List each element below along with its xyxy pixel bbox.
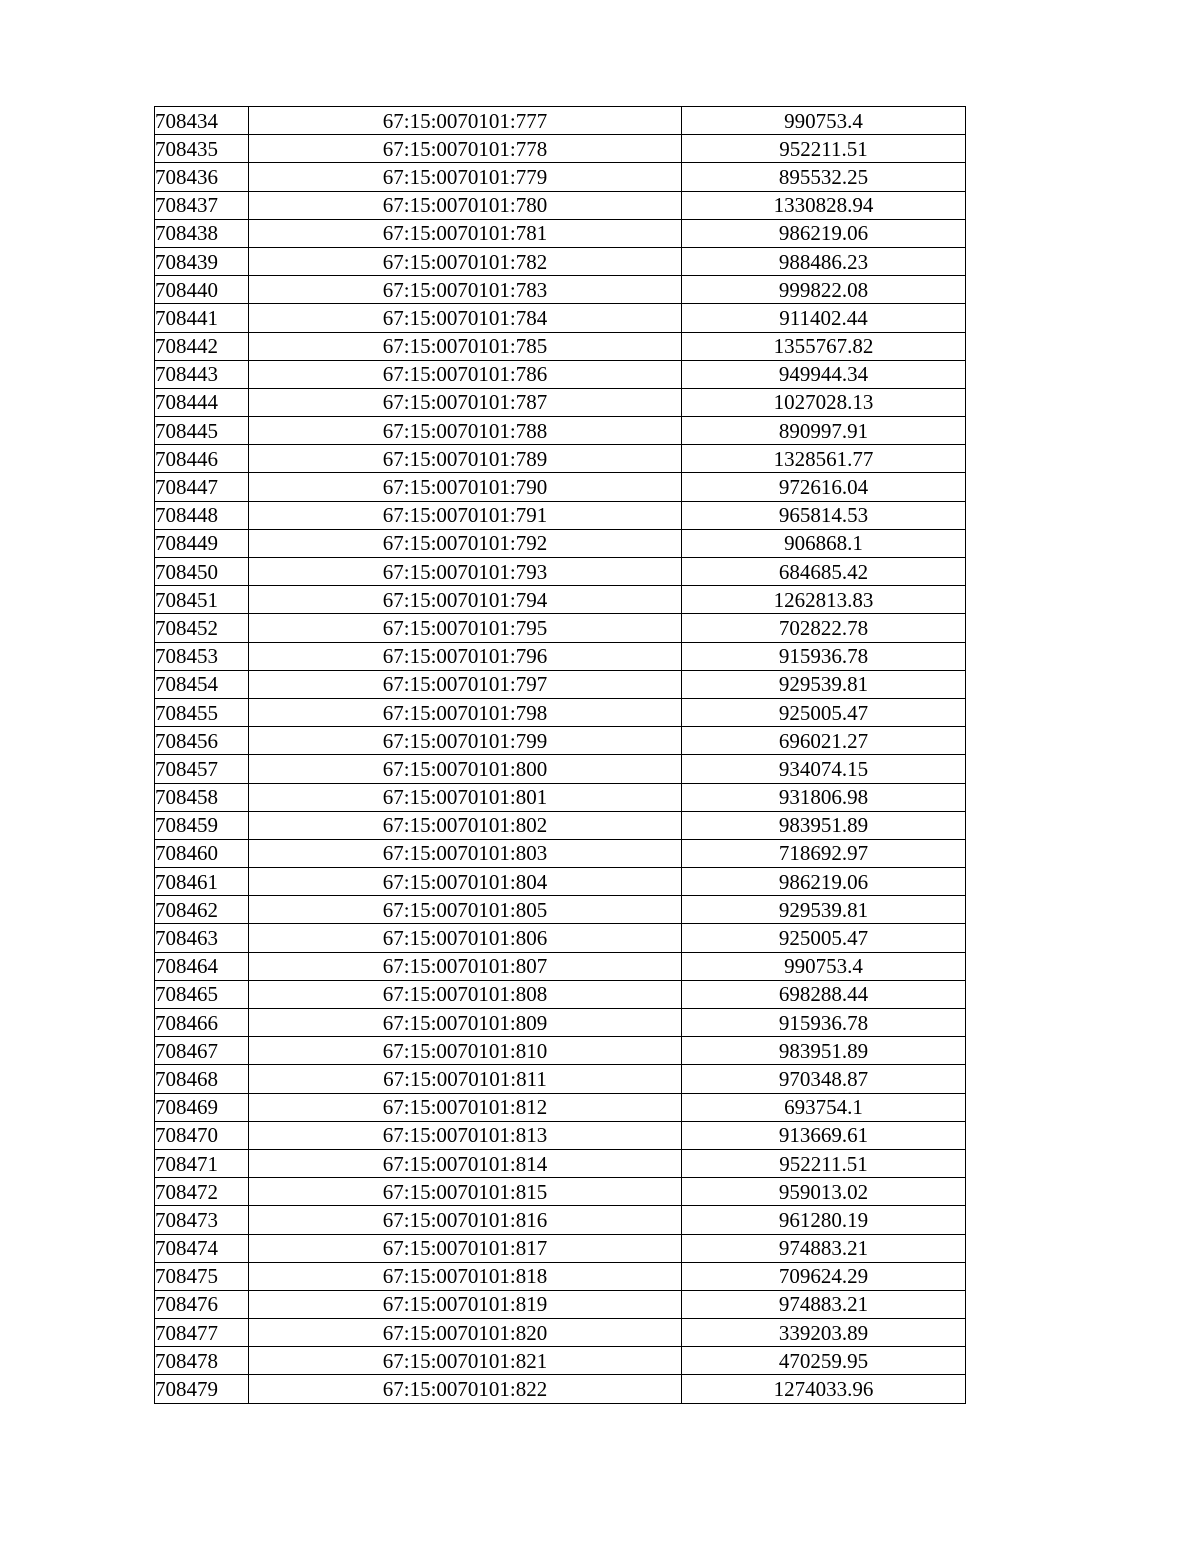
row-number-cell: 708458 bbox=[155, 783, 249, 811]
table-row bbox=[155, 417, 966, 445]
value-cell: 961280.19 bbox=[682, 1206, 966, 1234]
cadastral-number-cell: 67:15:0070101:822 bbox=[249, 1375, 682, 1403]
value-cell: 895532.25 bbox=[682, 163, 966, 191]
table-row bbox=[155, 1149, 966, 1177]
table-row bbox=[155, 586, 966, 614]
cadastral-number-cell: 67:15:0070101:784 bbox=[249, 304, 682, 332]
value-cell: 974883.21 bbox=[682, 1234, 966, 1262]
table-row bbox=[155, 698, 966, 726]
table-row bbox=[155, 642, 966, 670]
row-number-cell: 708462 bbox=[155, 896, 249, 924]
value-cell: 913669.61 bbox=[682, 1121, 966, 1149]
table-row bbox=[155, 191, 966, 219]
value-cell: 1027028.13 bbox=[682, 388, 966, 416]
row-number-cell: 708436 bbox=[155, 163, 249, 191]
cadastral-number-cell: 67:15:0070101:779 bbox=[249, 163, 682, 191]
table-row bbox=[155, 1065, 966, 1093]
cadastral-number-cell: 67:15:0070101:814 bbox=[249, 1149, 682, 1177]
row-number-cell: 708474 bbox=[155, 1234, 249, 1262]
row-number-cell: 708470 bbox=[155, 1121, 249, 1149]
table-row bbox=[155, 332, 966, 360]
value-cell: 965814.53 bbox=[682, 501, 966, 529]
value-cell: 986219.06 bbox=[682, 868, 966, 896]
row-number-cell: 708467 bbox=[155, 1037, 249, 1065]
value-cell: 696021.27 bbox=[682, 727, 966, 755]
value-cell: 339203.89 bbox=[682, 1319, 966, 1347]
row-number-cell: 708454 bbox=[155, 670, 249, 698]
value-cell: 931806.98 bbox=[682, 783, 966, 811]
table-row bbox=[155, 1262, 966, 1290]
value-cell: 999822.08 bbox=[682, 276, 966, 304]
value-cell: 959013.02 bbox=[682, 1178, 966, 1206]
value-cell: 1355767.82 bbox=[682, 332, 966, 360]
row-number-cell: 708476 bbox=[155, 1290, 249, 1318]
cadastral-number-cell: 67:15:0070101:780 bbox=[249, 191, 682, 219]
value-cell: 911402.44 bbox=[682, 304, 966, 332]
value-cell: 929539.81 bbox=[682, 896, 966, 924]
table-row bbox=[155, 360, 966, 388]
cadastral-number-cell: 67:15:0070101:783 bbox=[249, 276, 682, 304]
value-cell: 1274033.96 bbox=[682, 1375, 966, 1403]
table-row bbox=[155, 135, 966, 163]
value-cell: 988486.23 bbox=[682, 247, 966, 275]
cadastral-number-cell: 67:15:0070101:808 bbox=[249, 980, 682, 1008]
value-cell: 972616.04 bbox=[682, 473, 966, 501]
cadastral-number-cell: 67:15:0070101:802 bbox=[249, 811, 682, 839]
row-number-cell: 708450 bbox=[155, 558, 249, 586]
row-number-cell: 708463 bbox=[155, 924, 249, 952]
table-row bbox=[155, 755, 966, 783]
value-cell: 986219.06 bbox=[682, 219, 966, 247]
table-row bbox=[155, 1178, 966, 1206]
value-cell: 693754.1 bbox=[682, 1093, 966, 1121]
value-cell: 929539.81 bbox=[682, 670, 966, 698]
table-row bbox=[155, 1375, 966, 1403]
cadastral-number-cell: 67:15:0070101:820 bbox=[249, 1319, 682, 1347]
cadastral-number-cell: 67:15:0070101:781 bbox=[249, 219, 682, 247]
row-number-cell: 708449 bbox=[155, 529, 249, 557]
table-row bbox=[155, 107, 966, 135]
cadastral-number-cell: 67:15:0070101:799 bbox=[249, 727, 682, 755]
cadastral-number-cell: 67:15:0070101:818 bbox=[249, 1262, 682, 1290]
value-cell: 952211.51 bbox=[682, 135, 966, 163]
row-number-cell: 708435 bbox=[155, 135, 249, 163]
row-number-cell: 708477 bbox=[155, 1319, 249, 1347]
value-cell: 915936.78 bbox=[682, 1009, 966, 1037]
table-row bbox=[155, 924, 966, 952]
row-number-cell: 708452 bbox=[155, 614, 249, 642]
table-row bbox=[155, 952, 966, 980]
row-number-cell: 708471 bbox=[155, 1149, 249, 1177]
cadastral-number-cell: 67:15:0070101:795 bbox=[249, 614, 682, 642]
value-cell: 970348.87 bbox=[682, 1065, 966, 1093]
row-number-cell: 708469 bbox=[155, 1093, 249, 1121]
table-row bbox=[155, 614, 966, 642]
table-row bbox=[155, 1121, 966, 1149]
table-row bbox=[155, 1009, 966, 1037]
cadastral-number-cell: 67:15:0070101:810 bbox=[249, 1037, 682, 1065]
cadastral-number-cell: 67:15:0070101:796 bbox=[249, 642, 682, 670]
table-row bbox=[155, 783, 966, 811]
row-number-cell: 708434 bbox=[155, 107, 249, 135]
row-number-cell: 708451 bbox=[155, 586, 249, 614]
cadastral-number-cell: 67:15:0070101:809 bbox=[249, 1009, 682, 1037]
cadastral-number-cell: 67:15:0070101:812 bbox=[249, 1093, 682, 1121]
value-cell: 698288.44 bbox=[682, 980, 966, 1008]
cadastral-number-cell: 67:15:0070101:785 bbox=[249, 332, 682, 360]
cadastral-number-cell: 67:15:0070101:816 bbox=[249, 1206, 682, 1234]
cadastral-number-cell: 67:15:0070101:792 bbox=[249, 529, 682, 557]
table-row bbox=[155, 473, 966, 501]
value-cell: 974883.21 bbox=[682, 1290, 966, 1318]
row-number-cell: 708455 bbox=[155, 698, 249, 726]
cadastral-number-cell: 67:15:0070101:800 bbox=[249, 755, 682, 783]
table-row bbox=[155, 388, 966, 416]
row-number-cell: 708441 bbox=[155, 304, 249, 332]
table-row bbox=[155, 1093, 966, 1121]
value-cell: 990753.4 bbox=[682, 952, 966, 980]
value-cell: 718692.97 bbox=[682, 839, 966, 867]
value-cell: 1328561.77 bbox=[682, 445, 966, 473]
value-cell: 925005.47 bbox=[682, 924, 966, 952]
table-row bbox=[155, 896, 966, 924]
row-number-cell: 708456 bbox=[155, 727, 249, 755]
cadastral-number-cell: 67:15:0070101:811 bbox=[249, 1065, 682, 1093]
value-cell: 983951.89 bbox=[682, 1037, 966, 1065]
value-cell: 702822.78 bbox=[682, 614, 966, 642]
row-number-cell: 708445 bbox=[155, 417, 249, 445]
cadastral-number-cell: 67:15:0070101:793 bbox=[249, 558, 682, 586]
value-cell: 906868.1 bbox=[682, 529, 966, 557]
cadastral-number-cell: 67:15:0070101:791 bbox=[249, 501, 682, 529]
row-number-cell: 708440 bbox=[155, 276, 249, 304]
value-cell: 949944.34 bbox=[682, 360, 966, 388]
cadastral-number-cell: 67:15:0070101:777 bbox=[249, 107, 682, 135]
cadastral-number-cell: 67:15:0070101:794 bbox=[249, 586, 682, 614]
row-number-cell: 708453 bbox=[155, 642, 249, 670]
row-number-cell: 708457 bbox=[155, 755, 249, 783]
row-number-cell: 708464 bbox=[155, 952, 249, 980]
value-cell: 934074.15 bbox=[682, 755, 966, 783]
cadastral-number-cell: 67:15:0070101:817 bbox=[249, 1234, 682, 1262]
row-number-cell: 708439 bbox=[155, 247, 249, 275]
cadastral-number-cell: 67:15:0070101:806 bbox=[249, 924, 682, 952]
cadastral-number-cell: 67:15:0070101:782 bbox=[249, 247, 682, 275]
value-cell: 470259.95 bbox=[682, 1347, 966, 1375]
cadastral-number-cell: 67:15:0070101:789 bbox=[249, 445, 682, 473]
row-number-cell: 708437 bbox=[155, 191, 249, 219]
cadastral-number-cell: 67:15:0070101:805 bbox=[249, 896, 682, 924]
row-number-cell: 708479 bbox=[155, 1375, 249, 1403]
table-row bbox=[155, 247, 966, 275]
table-row bbox=[155, 868, 966, 896]
row-number-cell: 708443 bbox=[155, 360, 249, 388]
table-row bbox=[155, 839, 966, 867]
row-number-cell: 708460 bbox=[155, 839, 249, 867]
cadastral-number-cell: 67:15:0070101:801 bbox=[249, 783, 682, 811]
row-number-cell: 708478 bbox=[155, 1347, 249, 1375]
row-number-cell: 708472 bbox=[155, 1178, 249, 1206]
table-row bbox=[155, 1290, 966, 1318]
value-cell: 925005.47 bbox=[682, 698, 966, 726]
table-row bbox=[155, 276, 966, 304]
cadastral-number-cell: 67:15:0070101:787 bbox=[249, 388, 682, 416]
row-number-cell: 708465 bbox=[155, 980, 249, 1008]
row-number-cell: 708468 bbox=[155, 1065, 249, 1093]
table-row bbox=[155, 163, 966, 191]
value-cell: 890997.91 bbox=[682, 417, 966, 445]
cadastral-number-cell: 67:15:0070101:788 bbox=[249, 417, 682, 445]
table-row bbox=[155, 1347, 966, 1375]
row-number-cell: 708447 bbox=[155, 473, 249, 501]
table-row bbox=[155, 1037, 966, 1065]
cadastral-number-cell: 67:15:0070101:803 bbox=[249, 839, 682, 867]
value-cell: 952211.51 bbox=[682, 1149, 966, 1177]
table-row bbox=[155, 811, 966, 839]
row-number-cell: 708446 bbox=[155, 445, 249, 473]
cadastral-number-cell: 67:15:0070101:807 bbox=[249, 952, 682, 980]
cadastral-number-cell: 67:15:0070101:819 bbox=[249, 1290, 682, 1318]
cadastral-number-cell: 67:15:0070101:778 bbox=[249, 135, 682, 163]
table-row bbox=[155, 1206, 966, 1234]
cadastral-number-cell: 67:15:0070101:790 bbox=[249, 473, 682, 501]
row-number-cell: 708444 bbox=[155, 388, 249, 416]
table-body bbox=[155, 107, 966, 1404]
table-row bbox=[155, 219, 966, 247]
table-row bbox=[155, 501, 966, 529]
cadastral-number-cell: 67:15:0070101:815 bbox=[249, 1178, 682, 1206]
row-number-cell: 708459 bbox=[155, 811, 249, 839]
cadastral-number-cell: 67:15:0070101:786 bbox=[249, 360, 682, 388]
table-row bbox=[155, 727, 966, 755]
table-row bbox=[155, 304, 966, 332]
data-table bbox=[154, 106, 966, 1404]
value-cell: 983951.89 bbox=[682, 811, 966, 839]
row-number-cell: 708442 bbox=[155, 332, 249, 360]
row-number-cell: 708438 bbox=[155, 219, 249, 247]
table-row bbox=[155, 980, 966, 1008]
cadastral-number-cell: 67:15:0070101:813 bbox=[249, 1121, 682, 1149]
value-cell: 709624.29 bbox=[682, 1262, 966, 1290]
cadastral-number-cell: 67:15:0070101:797 bbox=[249, 670, 682, 698]
row-number-cell: 708448 bbox=[155, 501, 249, 529]
table-row bbox=[155, 445, 966, 473]
value-cell: 684685.42 bbox=[682, 558, 966, 586]
row-number-cell: 708466 bbox=[155, 1009, 249, 1037]
value-cell: 990753.4 bbox=[682, 107, 966, 135]
cadastral-number-cell: 67:15:0070101:821 bbox=[249, 1347, 682, 1375]
cadastral-number-cell: 67:15:0070101:798 bbox=[249, 698, 682, 726]
table-row bbox=[155, 670, 966, 698]
cadastral-number-cell: 67:15:0070101:804 bbox=[249, 868, 682, 896]
table-row bbox=[155, 529, 966, 557]
table-row bbox=[155, 1319, 966, 1347]
row-number-cell: 708461 bbox=[155, 868, 249, 896]
row-number-cell: 708473 bbox=[155, 1206, 249, 1234]
value-cell: 915936.78 bbox=[682, 642, 966, 670]
row-number-cell: 708475 bbox=[155, 1262, 249, 1290]
value-cell: 1330828.94 bbox=[682, 191, 966, 219]
table-row bbox=[155, 558, 966, 586]
value-cell: 1262813.83 bbox=[682, 586, 966, 614]
table-row bbox=[155, 1234, 966, 1262]
